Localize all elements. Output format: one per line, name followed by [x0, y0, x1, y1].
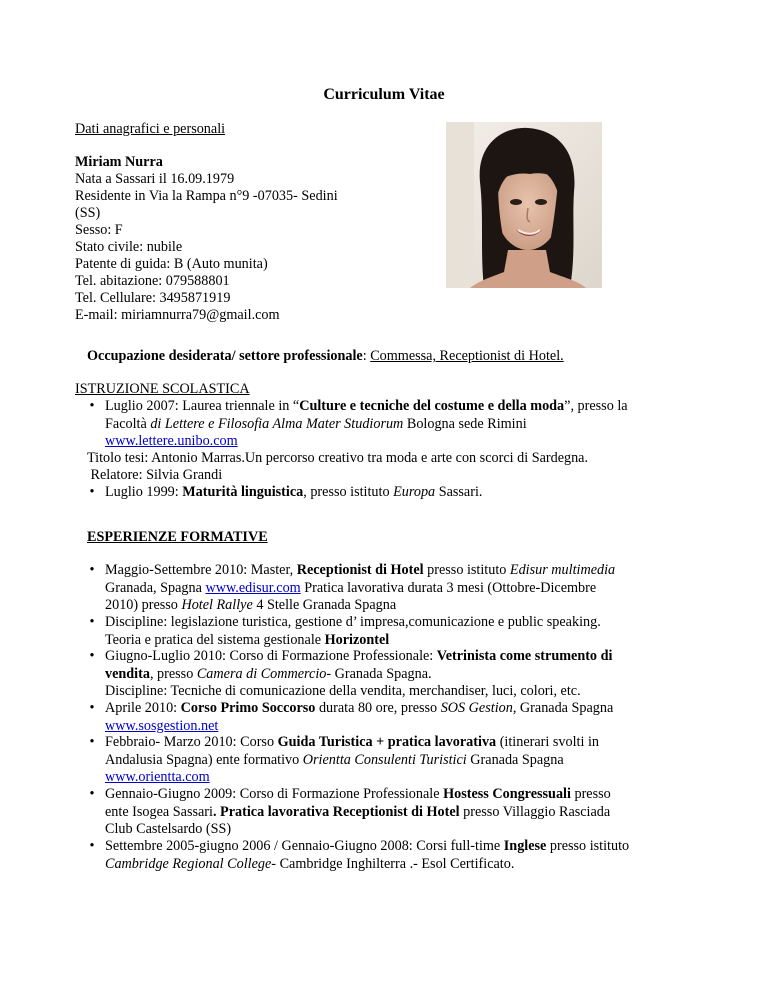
training-item-english: Settembre 2005-giugno 2006 / Gennaio-Giugno 2008: Corsi full-time Inglese presso istituto Cambridge Regional College- Cambridge Inghilterra .- Esol Certificato. — [105, 838, 630, 872]
training-item-hostess: Gennaio-Giugno 2009: Corso di Formazione Professionale Hostess Congressuali presso ente Isogea Sassari. Pratica lavorativa Receptionist di Hotel presso Villaggio Rasciada Club Castelsardo (SS) — [105, 786, 611, 838]
marital-status: Stato civile: nubile — [75, 239, 183, 255]
training-item-master: Maggio-Settembre 2010: Master, Receptionist di Hotel presso istituto Edisur multimedia Granada, Spagna www.edisur.com Pratica lavorativa durata 3 mesi (Ottobre-Dicembre 2010) presso Hotel Rallye 4 Stelle Granada Spagna — [105, 562, 616, 614]
birth-info: Nata a Sassari il 16.09.1979 — [75, 171, 235, 187]
education-item-degree — [105, 398, 690, 451]
sosgestion-link[interactable]: www.sosgestion.net — [105, 717, 219, 734]
training-heading: ESPERIENZE FORMATIVE — [87, 529, 268, 545]
profile-photo — [446, 122, 602, 288]
university-link[interactable]: www.lettere.unibo.com — [105, 433, 238, 450]
home-phone: Tel. abitazione: 079588801 — [75, 273, 230, 289]
training-item-disciplines: Discipline: legislazione turistica, gestione d’ impresa,comunicazione e public speaking. Teoria e pratica del sistema gestionale Horizontel — [105, 614, 601, 648]
bullet-icon: • — [89, 398, 95, 414]
bullet-icon: • — [89, 838, 95, 854]
degree-link-row — [105, 433, 690, 451]
thesis-title: Titolo tesi: Antonio Marras.Un percorso creativo tra moda e arte con scorci di Sardegna. — [87, 450, 589, 466]
training-item-window-dresser: Giugno-Luglio 2010: Corso di Formazione Professionale: Vetrinista come strumento di vendita, presso Camera di Commercio- Granada Spagna. Discipline: Tecniche di comunicazione della vendita, merchandiser, luci, colori, etc. — [105, 648, 613, 700]
training-item-first-aid: Aprile 2010: Corso Primo Soccorso durata 80 ore, presso SOS Gestion, Granada Spagna www.sosgestion.net — [105, 700, 614, 734]
page-title: Curriculum Vitae — [323, 86, 445, 103]
portrait-illustration — [446, 122, 602, 288]
candidate-name: Miriam Nurra — [75, 154, 163, 170]
bullet-icon: • — [89, 700, 95, 716]
residence-province: (SS) — [75, 205, 101, 221]
degree-line-2: Facoltà di Lettere e Filosofia Alma Mater Studiorum Bologna sede Rimini — [105, 415, 527, 432]
bullet-icon: • — [89, 614, 95, 630]
education-heading: ISTRUZIONE SCOLASTICA — [75, 381, 250, 397]
occupation-label: Occupazione desiderata/ settore professionale — [87, 348, 363, 364]
bullet-icon: • — [89, 562, 95, 578]
personal-heading: Dati anagrafici e personali — [75, 121, 226, 137]
occupation-separator: : — [362, 348, 371, 364]
driving-license: Patente di guida: B (Auto munita) — [75, 256, 268, 272]
bullet-icon: • — [89, 734, 95, 750]
bullet-icon: • — [89, 648, 95, 664]
sex-info: Sesso: F — [75, 222, 123, 238]
residence-info: Residente in Via la Rampa n°9 -07035- Sedini — [75, 188, 338, 204]
mobile-phone: Tel. Cellulare: 3495871919 — [75, 290, 231, 306]
desired-occupation — [87, 348, 564, 366]
occupation-value: Commessa, Receptionist di Hotel. — [370, 348, 564, 364]
bullet-icon: • — [89, 484, 95, 500]
bullet-icon: • — [89, 786, 95, 802]
thesis-supervisor: Relatore: Silvia Grandi — [87, 467, 223, 483]
orientta-link[interactable]: www.orientta.com — [105, 769, 210, 786]
email: E-mail: miriamnurra79@gmail.com — [75, 307, 280, 323]
degree-line-1: Luglio 2007: Laurea triennale in “Culture e tecniche del costume e della moda”, presso la — [105, 398, 628, 414]
education-item-diploma: Luglio 1999: Maturità linguistica, presso istituto Europa Sassari. — [105, 484, 483, 500]
edisur-link[interactable]: www.edisur.com — [205, 579, 301, 596]
training-item-tour-guide: Febbraio- Marzo 2010: Corso Guida Turistica + pratica lavorativa (itinerari svolti in Andalusia Spagna) ente formativo Orientta Consulenti Turistici Granada Spagna www.orientta.com — [105, 734, 599, 786]
